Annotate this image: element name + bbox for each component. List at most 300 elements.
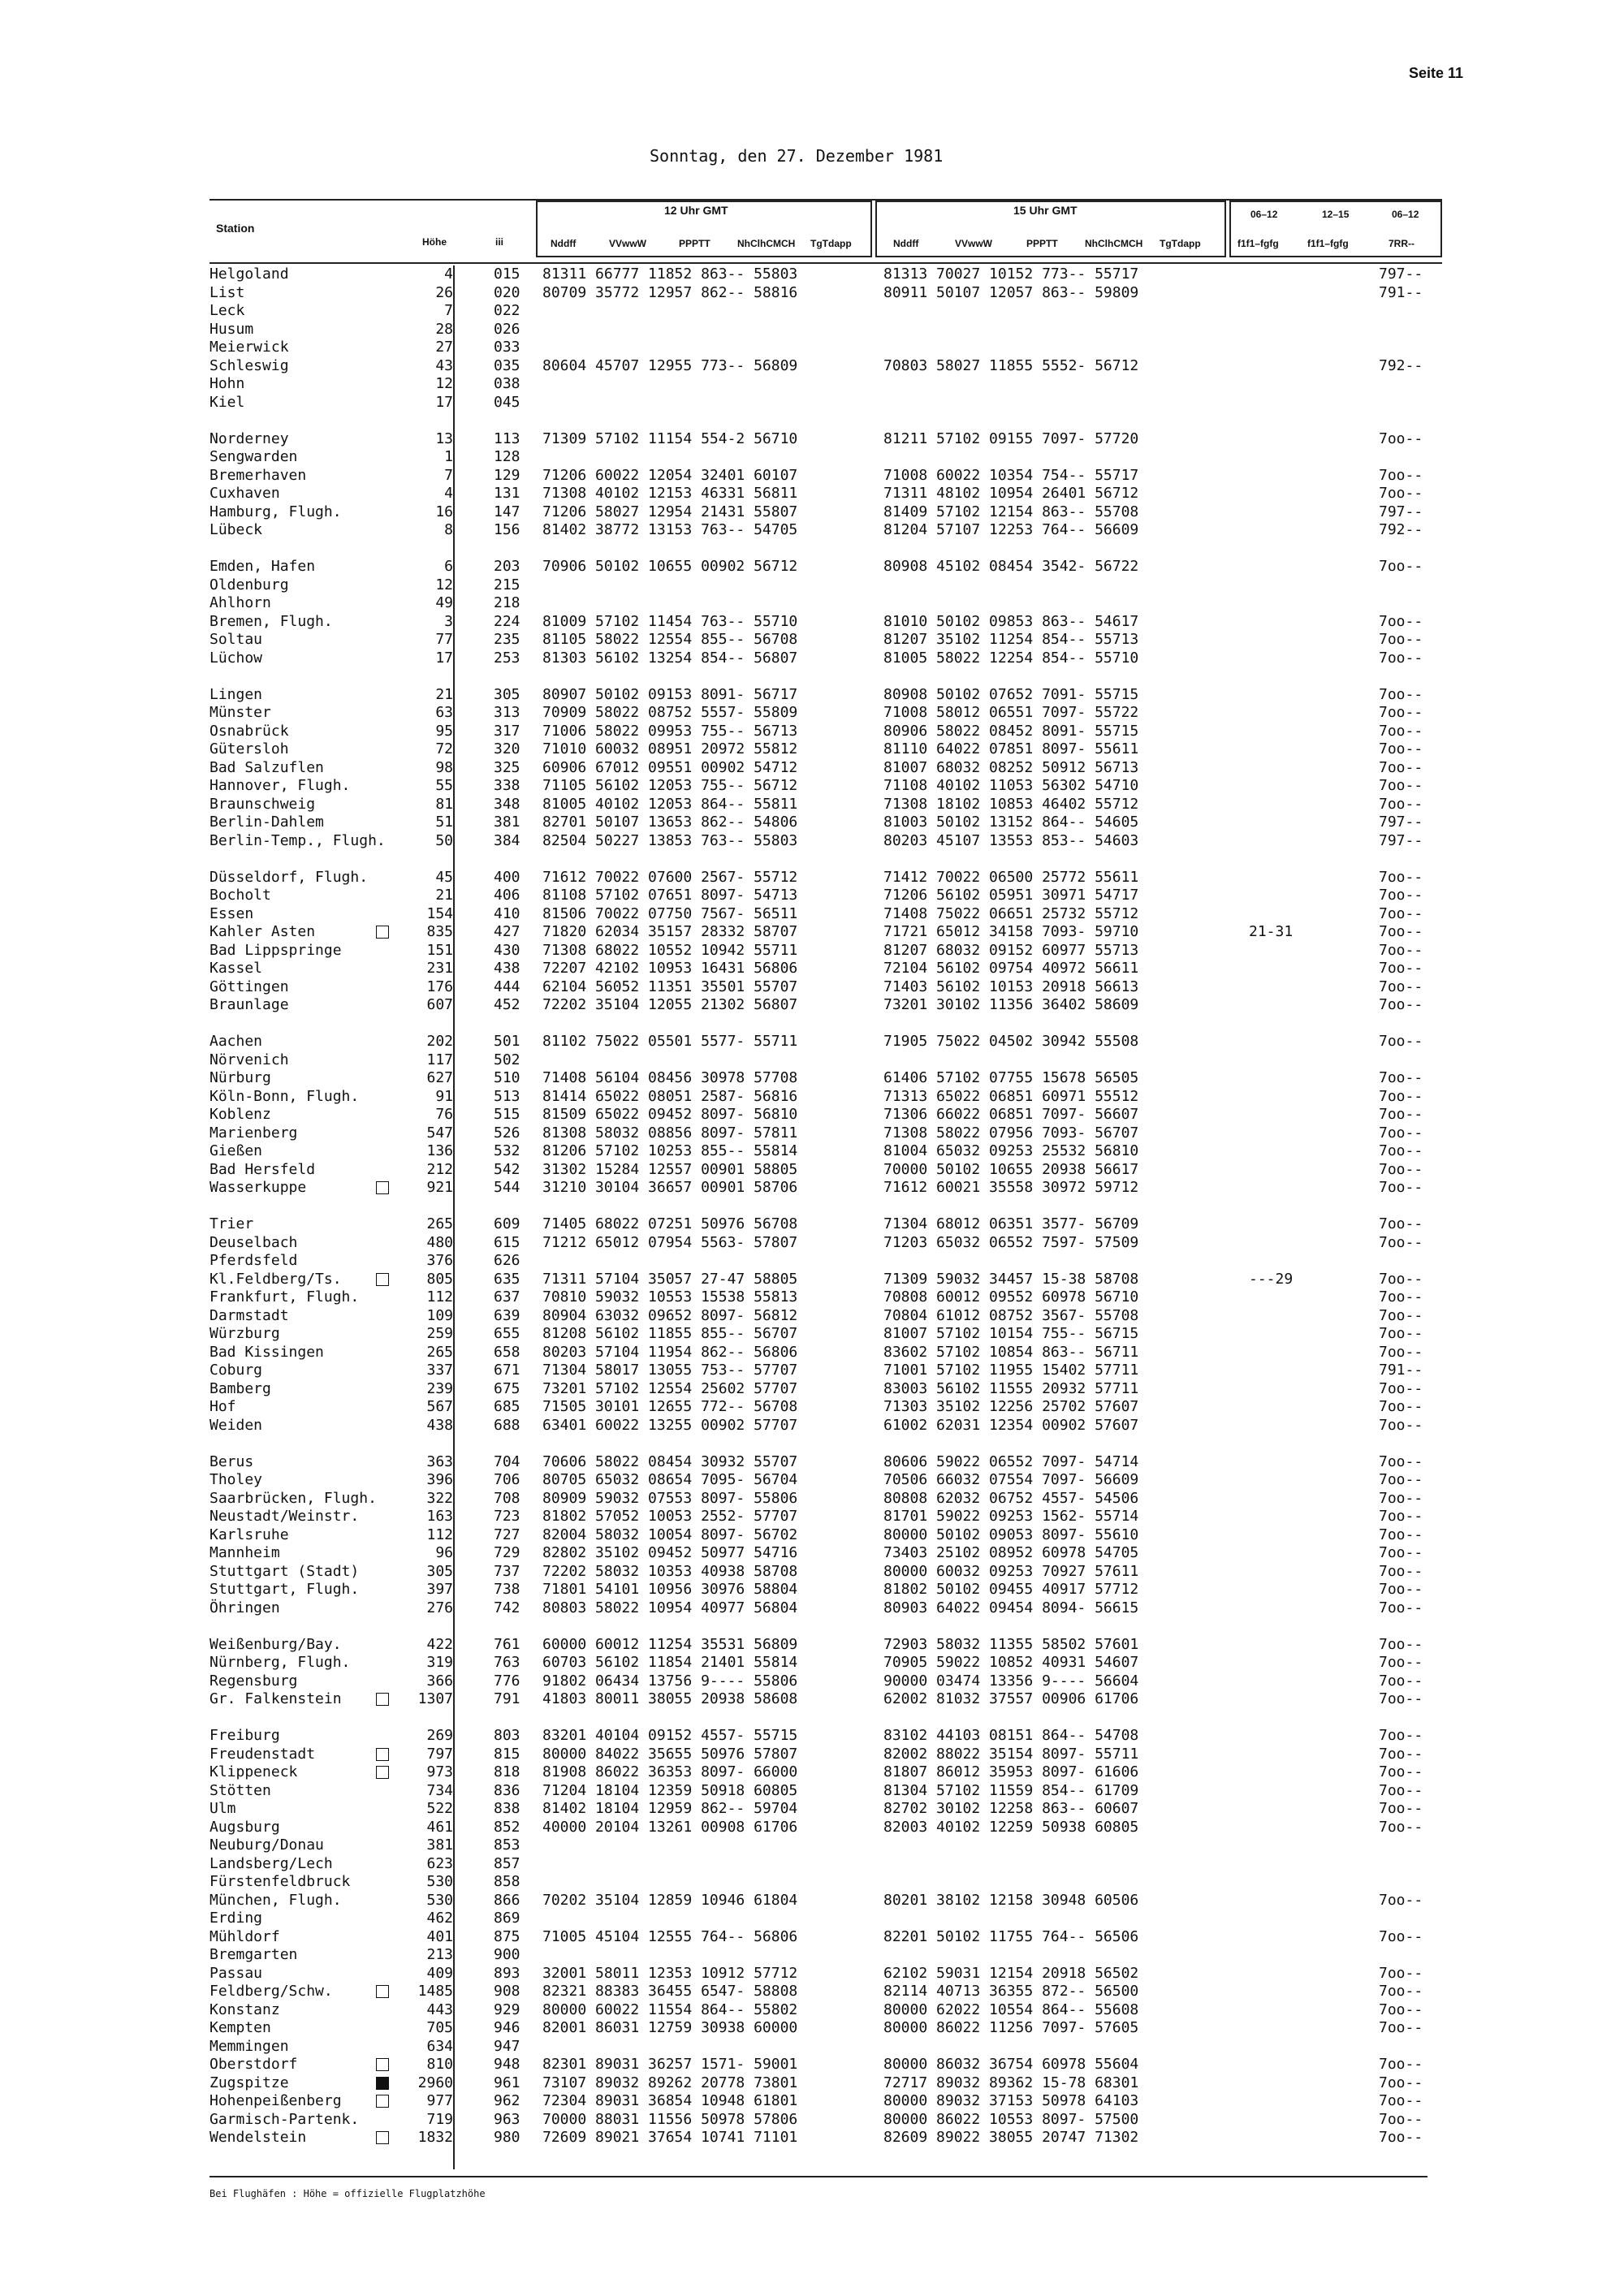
precip-code: 7oo-- — [1379, 1690, 1423, 1707]
station-id: 305 — [494, 685, 520, 703]
obs-15-utc: 82702 30102 12258 863-- 60607 — [883, 1800, 1139, 1817]
precip-code: 792-- — [1379, 521, 1423, 538]
station-name: Kempten — [209, 2019, 271, 2036]
obs-15-utc: 73403 25102 08952 60978 54705 — [883, 1544, 1139, 1561]
precip-code: 7oo-- — [1379, 1179, 1423, 1196]
precip-code: 7oo-- — [1379, 2056, 1423, 2073]
obs-15-utc: 81304 57102 11559 854-- 61709 — [883, 1781, 1139, 1799]
station-height: 810 — [426, 2056, 453, 2073]
station-name: Mannheim — [209, 1544, 280, 1561]
station-name: Augsburg — [209, 1818, 280, 1836]
station-height: 63 — [435, 704, 453, 721]
station-height: 265 — [426, 1343, 453, 1361]
station-height: 401 — [426, 1927, 453, 1945]
station-height: 409 — [426, 1964, 453, 1982]
obs-15-utc: 72903 58032 11355 58502 57601 — [883, 1635, 1139, 1653]
obs-15-utc: 71303 35102 12256 25702 57607 — [883, 1398, 1139, 1415]
station-name: Wasserkuppe — [209, 1179, 307, 1196]
obs-15-utc: 71206 56102 05951 30971 54717 — [883, 887, 1139, 904]
precip-code: 7oo-- — [1379, 631, 1423, 648]
station-id: 961 — [494, 2074, 520, 2091]
station-name: Cuxhaven — [209, 485, 280, 502]
obs-12-utc: 82802 35102 09452 50977 54716 — [542, 1544, 798, 1561]
station-name: Weiden — [209, 1416, 263, 1434]
obs-15-utc: 71308 18102 10853 46402 55712 — [883, 795, 1139, 813]
precip-code: 7oo-- — [1379, 1599, 1423, 1616]
station-height: 1832 — [417, 2129, 453, 2146]
station-height: 461 — [426, 1818, 453, 1836]
precip-code: 7oo-- — [1379, 740, 1423, 757]
station-id: 675 — [494, 1379, 520, 1397]
precip-code: 7oo-- — [1379, 1398, 1423, 1415]
station-id: 708 — [494, 1489, 520, 1507]
obs-12-utc: 71005 45104 12555 764-- 56806 — [542, 1927, 798, 1945]
station-name: Norderney — [209, 429, 289, 447]
station-name: Lüchow — [209, 649, 263, 667]
precip-code: 7oo-- — [1379, 1800, 1423, 1817]
station-name: Freiburg — [209, 1727, 280, 1744]
obs-12-utc: 82301 89031 36257 1571- 59001 — [542, 2056, 798, 2073]
obs-15-utc: 80908 50102 07652 7091- 55715 — [883, 685, 1139, 703]
station-height: 973 — [426, 1763, 453, 1780]
station-id: 761 — [494, 1635, 520, 1653]
precip-code: 797-- — [1379, 503, 1423, 520]
obs-12-utc: 31210 30104 36657 00901 58706 — [542, 1179, 798, 1196]
block1-col: VVwwW — [609, 238, 647, 249]
obs-15-utc: 82003 40102 12259 50938 60805 — [883, 1818, 1139, 1836]
station-height: 376 — [426, 1252, 453, 1269]
station-name: Kassel — [209, 960, 263, 977]
station-height: 109 — [426, 1306, 453, 1324]
station-name: Ahlhorn — [209, 594, 271, 611]
station-id: 893 — [494, 1964, 520, 1982]
station-id: 384 — [494, 831, 520, 849]
station-height: 98 — [435, 758, 453, 776]
station-height: 705 — [426, 2019, 453, 2036]
station-height: 45 — [435, 868, 453, 886]
mountain-station-box-icon — [376, 2095, 389, 2108]
obs-15-utc: 70808 60012 09552 60978 56710 — [883, 1288, 1139, 1306]
station-id: 838 — [494, 1800, 520, 1817]
table-header — [209, 199, 1442, 262]
obs-12-utc: 82001 86031 12759 30938 60000 — [542, 2019, 798, 2036]
station-name: Stuttgart, Flugh. — [209, 1581, 360, 1598]
block2-col: Nddff — [893, 238, 919, 249]
station-height: 381 — [426, 1836, 453, 1854]
station-header: Station — [216, 222, 255, 235]
obs-12-utc: 81311 66777 11852 863-- 55803 — [542, 265, 798, 283]
hoehe-header: Höhe — [422, 236, 447, 248]
station-id: 609 — [494, 1215, 520, 1232]
obs-15-utc: 71304 68012 06351 3577- 56709 — [883, 1215, 1139, 1232]
obs-12-utc: 91802 06434 13756 9---- 55806 — [542, 1672, 798, 1690]
precip-code: 7oo-- — [1379, 941, 1423, 959]
station-id: 129 — [494, 466, 520, 484]
station-height: 1 — [444, 448, 453, 465]
station-name: Essen — [209, 904, 254, 922]
max-gust: 21-31 — [1249, 923, 1294, 940]
station-name: List — [209, 283, 245, 301]
station-id: 438 — [494, 960, 520, 977]
station-height: 28 — [435, 320, 453, 338]
station-height: 76 — [435, 1106, 453, 1123]
obs-15-utc: 81807 86012 35953 8097- 61606 — [883, 1763, 1139, 1780]
obs-12-utc: 80909 59032 07553 8097- 55806 — [542, 1489, 798, 1507]
station-height: 176 — [426, 978, 453, 995]
obs-12-utc: 80709 35772 12957 862-- 58816 — [542, 283, 798, 301]
station-height: 462 — [426, 1910, 453, 1927]
obs-15-utc: 80000 50102 09053 8097- 55610 — [883, 1526, 1139, 1543]
precip-code: 7oo-- — [1379, 429, 1423, 447]
station-name: Kl.Feldberg/Ts. — [209, 1270, 342, 1288]
station-height: 154 — [426, 904, 453, 922]
station-id: 908 — [494, 1983, 520, 2000]
precip-code: 792-- — [1379, 356, 1423, 374]
station-height: 12 — [435, 576, 453, 593]
page-number: Seite 11 — [1409, 65, 1464, 81]
station-name: Bad Hersfeld — [209, 1160, 316, 1178]
station-id: 128 — [494, 448, 520, 465]
obs-12-utc: 81402 18104 12959 862-- 59704 — [542, 1800, 798, 1817]
obs-15-utc: 82201 50102 11755 764-- 56506 — [883, 1927, 1139, 1945]
station-id: 218 — [494, 594, 520, 611]
station-name: Bad Salzuflen — [209, 758, 324, 776]
station-name: Gütersloh — [209, 740, 289, 757]
station-name: Gr. Falkenstein — [209, 1690, 342, 1707]
obs-15-utc: 82114 40713 36355 872-- 56500 — [883, 1983, 1139, 2000]
station-name: Zugspitze — [209, 2074, 289, 2091]
obs-15-utc: 81207 35102 11254 854-- 55713 — [883, 631, 1139, 648]
station-height: 921 — [426, 1179, 453, 1196]
station-id: 338 — [494, 777, 520, 794]
obs-12-utc: 81506 70022 07750 7567- 56511 — [542, 904, 798, 922]
block2-col: NhClhCMCH — [1085, 238, 1143, 249]
iii-header: iii — [495, 236, 504, 248]
station-name: Feldberg/Schw. — [209, 1983, 333, 2000]
station-height: 212 — [426, 1160, 453, 1178]
extra-top: 12–15 — [1322, 209, 1350, 220]
obs-12-utc: 72202 35104 12055 21302 56807 — [542, 996, 798, 1013]
precip-code: 7oo-- — [1379, 1069, 1423, 1086]
precip-code: 7oo-- — [1379, 758, 1423, 776]
station-name: Memmingen — [209, 2037, 289, 2055]
obs-15-utc: 71309 59032 34457 15-38 58708 — [883, 1270, 1139, 1288]
station-height: 163 — [426, 1508, 453, 1525]
station-id: 015 — [494, 265, 520, 283]
station-height: 17 — [435, 649, 453, 667]
station-name: Helgoland — [209, 265, 289, 283]
station-name: Braunlage — [209, 996, 289, 1013]
station-height: 202 — [426, 1033, 453, 1050]
obs-12-utc: 70906 50102 10655 00902 56712 — [542, 558, 798, 575]
station-height: 719 — [426, 2110, 453, 2128]
station-id: 836 — [494, 1781, 520, 1799]
station-id: 147 — [494, 503, 520, 520]
obs-15-utc: 81701 59022 09253 1562- 55714 — [883, 1508, 1139, 1525]
station-id: 852 — [494, 1818, 520, 1836]
block1-col: TgTdapp — [810, 238, 852, 249]
obs-12-utc: 83201 40104 09152 4557- 55715 — [542, 1727, 798, 1744]
obs-15-utc: 62102 59031 12154 20918 56502 — [883, 1964, 1139, 1982]
station-id: 776 — [494, 1672, 520, 1690]
station-id: 156 — [494, 521, 520, 538]
precip-code: 7oo-- — [1379, 485, 1423, 502]
obs-12-utc: 82504 50227 13853 763-- 55803 — [542, 831, 798, 849]
station-height: 50 — [435, 831, 453, 849]
station-id: 948 — [494, 2056, 520, 2073]
station-height: 977 — [426, 2092, 453, 2109]
obs-12-utc: 71304 58017 13055 753-- 57707 — [542, 1362, 798, 1379]
station-id: 501 — [494, 1033, 520, 1050]
station-id: 253 — [494, 649, 520, 667]
obs-12-utc: 71212 65012 07954 5563- 57807 — [542, 1233, 798, 1251]
station-name: Freudenstadt — [209, 1745, 316, 1763]
station-height: 438 — [426, 1416, 453, 1434]
station-name: Öhringen — [209, 1599, 280, 1616]
station-id: 815 — [494, 1745, 520, 1763]
station-height: 607 — [426, 996, 453, 1013]
station-name: Neuburg/Donau — [209, 1836, 324, 1854]
max-gust: ---29 — [1249, 1270, 1294, 1288]
station-height: 259 — [426, 1325, 453, 1342]
precip-code: 7oo-- — [1379, 1763, 1423, 1780]
precip-code: 7oo-- — [1379, 1927, 1423, 1945]
precip-code: 7oo-- — [1379, 2092, 1423, 2109]
station-name: Regensburg — [209, 1672, 298, 1690]
footnote: Bei Flughäfen : Höhe = offizielle Flugplatzhöhe — [209, 2188, 486, 2199]
station-name: Nürburg — [209, 1069, 271, 1086]
precip-code: 7oo-- — [1379, 1745, 1423, 1763]
station-name: Coburg — [209, 1362, 263, 1379]
obs-12-utc: 71308 40102 12153 46331 56811 — [542, 485, 798, 502]
station-height: 422 — [426, 1635, 453, 1653]
obs-15-utc: 81313 70027 10152 773-- 55717 — [883, 265, 1139, 283]
station-name: Deuselbach — [209, 1233, 298, 1251]
precip-code: 7oo-- — [1379, 1562, 1423, 1580]
obs-12-utc: 73107 89032 89262 20778 73801 — [542, 2074, 798, 2091]
obs-12-utc: 70810 59032 10553 15538 55813 — [542, 1288, 798, 1306]
station-height: 3 — [444, 612, 453, 630]
station-id: 235 — [494, 631, 520, 648]
station-height: 239 — [426, 1379, 453, 1397]
precip-code: 7oo-- — [1379, 466, 1423, 484]
obs-12-utc: 80000 60022 11554 864-- 55802 — [542, 2000, 798, 2018]
station-id: 866 — [494, 1891, 520, 1909]
obs-15-utc: 82002 88022 35154 8097- 55711 — [883, 1745, 1139, 1763]
obs-12-utc: 80904 63032 09652 8097- 56812 — [542, 1306, 798, 1324]
station-height: 213 — [426, 1946, 453, 1963]
station-name: Leck — [209, 302, 245, 319]
station-id: 704 — [494, 1452, 520, 1470]
obs-12-utc: 62104 56052 11351 35501 55707 — [542, 978, 798, 995]
precip-code: 7oo-- — [1379, 923, 1423, 940]
obs-15-utc: 81010 50102 09853 863-- 54617 — [883, 612, 1139, 630]
station-name: Wendelstein — [209, 2129, 307, 2146]
station-name: Bremen, Flugh. — [209, 612, 333, 630]
station-height: 7 — [444, 302, 453, 319]
station-id: 444 — [494, 978, 520, 995]
footer-rule — [209, 2176, 1427, 2177]
obs-12-utc: 71206 58027 12954 21431 55807 — [542, 503, 798, 520]
station-height: 634 — [426, 2037, 453, 2055]
mountain-station-box-icon — [376, 1985, 389, 1998]
block1-title: 12 Uhr GMT — [664, 204, 728, 217]
station-height: 805 — [426, 1270, 453, 1288]
station-id: 224 — [494, 612, 520, 630]
precip-code: 7oo-- — [1379, 1508, 1423, 1525]
date-title: Sonntag, den 27. Dezember 1981 — [650, 146, 944, 166]
station-height: 27 — [435, 339, 453, 356]
obs-15-utc: 83102 44103 08151 864-- 54708 — [883, 1727, 1139, 1744]
station-height: 81 — [435, 795, 453, 813]
station-name: Bamberg — [209, 1379, 271, 1397]
station-height: 397 — [426, 1581, 453, 1598]
obs-12-utc: 80907 50102 09153 8091- 56717 — [542, 685, 798, 703]
station-height: 8 — [444, 521, 453, 538]
obs-12-utc: 72207 42102 10953 16431 56806 — [542, 960, 798, 977]
station-name: Meierwick — [209, 339, 289, 356]
station-id: 502 — [494, 1051, 520, 1068]
station-name: Oberstdorf — [209, 2056, 298, 2073]
station-height: 734 — [426, 1781, 453, 1799]
obs-12-utc: 41803 80011 38055 20938 58608 — [542, 1690, 798, 1707]
station-id: 022 — [494, 302, 520, 319]
station-id: 688 — [494, 1416, 520, 1434]
mountain-station-filled-icon — [376, 2077, 389, 2090]
precip-code: 7oo-- — [1379, 1526, 1423, 1543]
station-id: 626 — [494, 1252, 520, 1269]
obs-12-utc: 71105 56102 12053 755-- 56712 — [542, 777, 798, 794]
station-height: 1485 — [417, 1983, 453, 2000]
station-height: 319 — [426, 1654, 453, 1671]
precip-code: 7oo-- — [1379, 1727, 1423, 1744]
station-height: 43 — [435, 356, 453, 374]
station-id: 542 — [494, 1160, 520, 1178]
precip-code: 7oo-- — [1379, 1160, 1423, 1178]
station-height: 547 — [426, 1124, 453, 1142]
precip-code: 7oo-- — [1379, 1215, 1423, 1232]
station-id: 803 — [494, 1727, 520, 1744]
obs-12-utc: 40000 20104 13261 00908 61706 — [542, 1818, 798, 1836]
station-name: Kiel — [209, 393, 245, 411]
station-name: Tholey — [209, 1471, 263, 1488]
station-id: 637 — [494, 1288, 520, 1306]
obs-15-utc: 80203 45107 13553 853-- 54603 — [883, 831, 1139, 849]
precip-code: 7oo-- — [1379, 1818, 1423, 1836]
station-height: 265 — [426, 1215, 453, 1232]
obs-12-utc: 81414 65022 08051 2587- 56816 — [542, 1087, 798, 1105]
station-height: 136 — [426, 1142, 453, 1159]
station-height: 72 — [435, 740, 453, 757]
obs-15-utc: 80903 64022 09454 8094- 56615 — [883, 1599, 1139, 1616]
precip-code: 7oo-- — [1379, 2110, 1423, 2128]
precip-code: 7oo-- — [1379, 558, 1423, 575]
obs-12-utc: 71206 60022 12054 32401 60107 — [542, 466, 798, 484]
station-height: 26 — [435, 283, 453, 301]
station-id: 947 — [494, 2037, 520, 2055]
station-height: 2960 — [417, 2074, 453, 2091]
precip-code: 7oo-- — [1379, 1964, 1423, 1982]
station-height: 443 — [426, 2000, 453, 2018]
extra-bottom: 7RR-- — [1389, 238, 1415, 249]
station-name: Pferdsfeld — [209, 1252, 298, 1269]
station-id: 737 — [494, 1562, 520, 1580]
obs-15-utc: 71311 48102 10954 26401 56712 — [883, 485, 1139, 502]
obs-15-utc: 80201 38102 12158 30948 60506 — [883, 1891, 1139, 1909]
station-name: Göttingen — [209, 978, 289, 995]
obs-12-utc: 71408 56104 08456 30978 57708 — [542, 1069, 798, 1086]
station-height: 21 — [435, 887, 453, 904]
station-id: 818 — [494, 1763, 520, 1780]
station-name: Bad Lippspringe — [209, 941, 342, 959]
obs-15-utc: 71721 65012 34158 7093- 59710 — [883, 923, 1139, 940]
station-id: 317 — [494, 722, 520, 740]
station-name: Aachen — [209, 1033, 263, 1050]
extra-top: 06–12 — [1392, 209, 1419, 220]
station-height: 797 — [426, 1745, 453, 1763]
precip-code: 7oo-- — [1379, 868, 1423, 886]
station-height: 1307 — [417, 1690, 453, 1707]
station-height: 16 — [435, 503, 453, 520]
precip-code: 7oo-- — [1379, 1471, 1423, 1488]
precip-code: 7oo-- — [1379, 1379, 1423, 1397]
obs-15-utc: 81007 68032 08252 50912 56713 — [883, 758, 1139, 776]
precip-code: 791-- — [1379, 283, 1423, 301]
obs-12-utc: 80203 57104 11954 862-- 56806 — [542, 1343, 798, 1361]
obs-12-utc: 73201 57102 12554 25602 57707 — [542, 1379, 798, 1397]
obs-12-utc: 80803 58022 10954 40977 56804 — [542, 1599, 798, 1616]
obs-15-utc: 83003 56102 11555 20932 57711 — [883, 1379, 1139, 1397]
obs-15-utc: 82609 89022 38055 20747 71302 — [883, 2129, 1139, 2146]
station-name: Landsberg/Lech — [209, 1854, 333, 1872]
station-id: 526 — [494, 1124, 520, 1142]
station-name: Kahler Asten — [209, 923, 316, 940]
obs-12-utc: 60703 56102 11854 21401 55814 — [542, 1654, 798, 1671]
precip-code: 7oo-- — [1379, 777, 1423, 794]
precip-code: 7oo-- — [1379, 1544, 1423, 1561]
station-name: Neustadt/Weinstr. — [209, 1508, 360, 1525]
obs-12-utc: 63401 60022 13255 00902 57707 — [542, 1416, 798, 1434]
precip-code: 7oo-- — [1379, 1343, 1423, 1361]
obs-12-utc: 81208 56102 11855 855-- 56707 — [542, 1325, 798, 1342]
obs-15-utc: 70803 58027 11855 5552- 56712 — [883, 356, 1139, 374]
station-height: 17 — [435, 393, 453, 411]
obs-15-utc: 61406 57102 07755 15678 56505 — [883, 1069, 1139, 1086]
precip-code: 7oo-- — [1379, 1306, 1423, 1324]
station-height: 396 — [426, 1471, 453, 1488]
station-id: 513 — [494, 1087, 520, 1105]
station-name: Hof — [209, 1398, 236, 1415]
obs-12-utc: 80604 45707 12955 773-- 56809 — [542, 356, 798, 374]
obs-15-utc: 71412 70022 06500 25772 55611 — [883, 868, 1139, 886]
station-id: 857 — [494, 1854, 520, 1872]
precip-code: 7oo-- — [1379, 1581, 1423, 1598]
station-id: 515 — [494, 1106, 520, 1123]
station-id: 348 — [494, 795, 520, 813]
station-id: 113 — [494, 429, 520, 447]
obs-15-utc: 80906 58022 08452 8091- 55715 — [883, 722, 1139, 740]
obs-12-utc: 81402 38772 13153 763-- 54705 — [542, 521, 798, 538]
obs-15-utc: 81004 65032 09253 25532 56810 — [883, 1142, 1139, 1159]
obs-15-utc: 61002 62031 12354 00902 57607 — [883, 1416, 1139, 1434]
obs-12-utc: 70000 88031 11556 50978 57806 — [542, 2110, 798, 2128]
obs-15-utc: 80000 60032 09253 70927 57611 — [883, 1562, 1139, 1580]
precip-code: 7oo-- — [1379, 1270, 1423, 1288]
station-height: 51 — [435, 814, 453, 831]
precip-code: 7oo-- — [1379, 1087, 1423, 1105]
station-name: Marienberg — [209, 1124, 298, 1142]
obs-12-utc: 70202 35104 12859 10946 61804 — [542, 1891, 798, 1909]
